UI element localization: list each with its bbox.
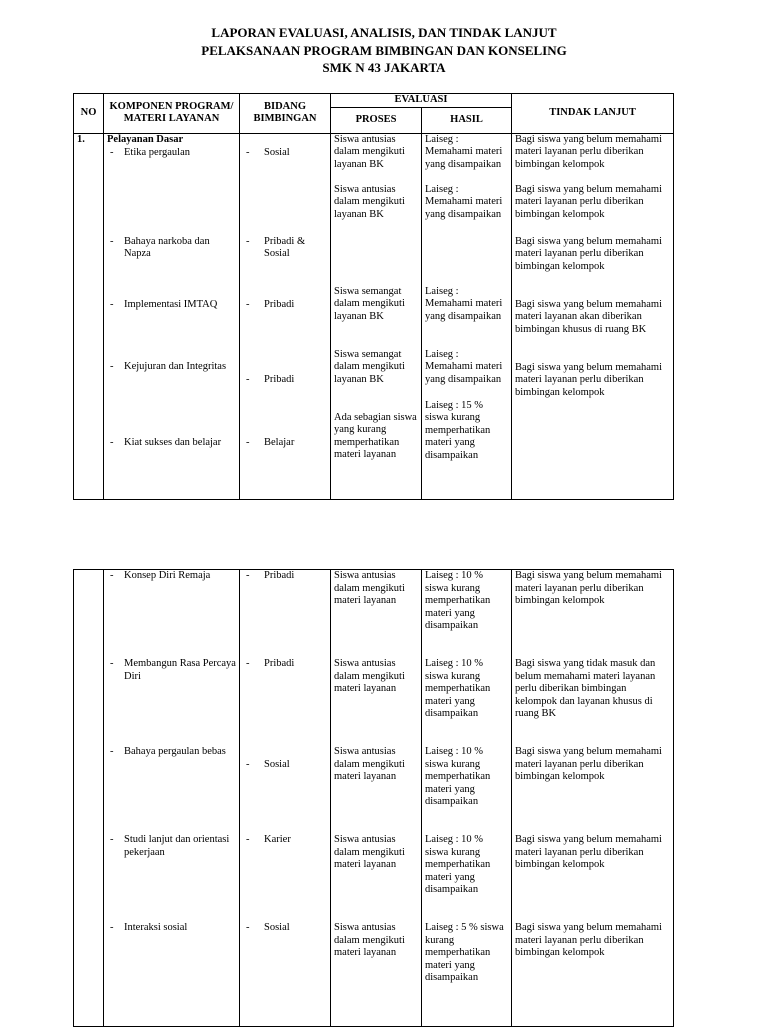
list-item: - Pribadi <box>243 374 327 387</box>
list-item: Bagi siswa yang belum memahami materi layanan perlu diberikan bimbingan kelompok <box>515 746 662 782</box>
title-line-1: LAPORAN EVALUASI, ANALISIS, DAN TINDAK LANJUT <box>211 25 557 40</box>
header-tindak-lanjut: TINDAK LANJUT <box>512 94 674 134</box>
list-item: Bagi siswa yang tidak masuk dan belum memahami materi layanan perlu diberikan bimbingan kelompok dan layanan khusus di ruang BK <box>515 658 656 719</box>
list-item: - Bahaya narkoba dan Napza <box>107 236 236 261</box>
list-item: - Studi lanjut dan orientasi pekerjaan <box>107 834 236 859</box>
tindak-lanjut-column <box>512 133 674 499</box>
list-item: Siswa semangat dalam mengikuti layanan BK <box>334 285 405 322</box>
header-komponen: KOMPONEN PROGRAM/ MATERI LAYANAN <box>104 94 240 134</box>
list-item: - Interaksi sosial <box>107 922 236 935</box>
list-item: - Pribadi <box>243 658 327 671</box>
hasil-column <box>422 570 512 1027</box>
list-item: Ada sebagian siswa yang kurang memperhatikan materi layanan <box>334 411 417 460</box>
list-item: Laiseg : Memahami materi yang disampaikan <box>425 348 503 385</box>
list-item: Siswa antusias dalam mengikuti materi layanan <box>334 570 405 606</box>
header-proses: PROSES <box>331 107 422 133</box>
list-item: Laiseg : 10 % siswa kurang memperhatikan materi yang disampaikan <box>425 834 491 895</box>
list-item: Laiseg : 15 % siswa kurang memperhatikan materi yang disampaikan <box>425 399 491 461</box>
list-item: Siswa antusias dalam mengikuti layanan BK <box>334 183 405 220</box>
list-item: Siswa semangat dalam mengikuti layanan BK <box>334 348 405 385</box>
list-item: - Karier <box>243 834 327 847</box>
hasil-column <box>422 133 512 499</box>
list-item: Bagi siswa yang belum memahami materi layanan akan diberikan bimbingan khusus di ruang BK <box>515 298 662 335</box>
row-number: 1. <box>74 133 104 499</box>
list-item: Siswa antusias dalam mengikuti materi layanan <box>334 658 405 694</box>
list-item: Siswa antusias dalam mengikuti materi layanan <box>334 922 405 958</box>
proses-column <box>331 570 422 1027</box>
list-item: - Kejujuran dan Integritas <box>107 361 236 374</box>
list-item: Laiseg : Memahami materi yang disampaikan <box>425 133 503 170</box>
header-bidang: BIDANG BIMBINGAN <box>240 94 331 134</box>
list-item: Bagi siswa yang belum memahami materi layanan perlu diberikan bimbingan kelompok <box>515 570 662 606</box>
list-item: Laiseg : 10 % siswa kurang memperhatikan materi yang disampaikan <box>425 746 491 807</box>
list-item: - Kiat sukses dan belajar <box>107 437 236 450</box>
header-evaluasi: EVALUASI <box>331 94 512 108</box>
header-no: NO <box>74 94 104 134</box>
list-item: Bagi siswa yang belum memahami materi layanan perlu diberikan bimbingan kelompok <box>515 361 662 398</box>
komponen-column <box>104 570 240 1027</box>
list-item: - Pribadi <box>243 570 327 583</box>
proses-column <box>331 133 422 499</box>
bidang-column <box>240 133 331 499</box>
list-item: Siswa antusias dalam mengikuti materi layanan <box>334 834 405 870</box>
list-item: - Pribadi & Sosial <box>243 236 327 261</box>
list-item: - Sosial <box>243 759 327 772</box>
evaluation-table-1 <box>73 93 674 500</box>
list-item: - Belajar <box>243 437 327 450</box>
list-item: - Etika pergaulan <box>107 147 236 160</box>
row-number <box>74 570 104 1027</box>
list-item: - Bahaya pergaulan bebas <box>107 746 236 759</box>
list-item: Bagi siswa yang belum memahami materi layanan perlu diberikan bimbingan kelompok <box>515 834 662 870</box>
komponen-column <box>104 133 240 499</box>
list-item: - Konsep Diri Remaja <box>107 570 236 583</box>
list-item: Laiseg : Memahami materi yang disampaikan <box>425 285 503 322</box>
list-item: Siswa antusias dalam mengikuti layanan BK <box>334 133 405 170</box>
title-line-3: SMK N 43 JAKARTA <box>322 60 446 75</box>
report-title <box>0 24 768 77</box>
list-item: - Sosial <box>243 922 327 935</box>
list-item: Siswa antusias dalam mengikuti materi layanan <box>334 746 405 782</box>
list-item: - Sosial <box>243 147 327 160</box>
header-hasil: HASIL <box>422 107 512 133</box>
list-item: Bagi siswa yang belum memahami materi layanan perlu diberikan bimbingan kelompok <box>515 922 662 958</box>
list-item: - Implementasi IMTAQ <box>107 299 236 312</box>
list-item: Bagi siswa yang belum memahami materi layanan perlu diberikan bimbingan kelompok <box>515 235 662 272</box>
bidang-column <box>240 570 331 1027</box>
list-item: Laiseg : 10 % siswa kurang memperhatikan materi yang disampaikan <box>425 570 491 631</box>
evaluation-table-2 <box>73 569 674 1027</box>
list-item: Laiseg : 10 % siswa kurang memperhatikan materi yang disampaikan <box>425 658 491 719</box>
list-item: - Membangun Rasa Percaya Diri <box>107 658 236 683</box>
section-title: Pelayanan Dasar <box>107 133 184 145</box>
list-item: Bagi siswa yang belum memahami materi layanan perlu diberikan bimbingan kelompok <box>515 183 662 220</box>
list-item: Bagi siswa yang belum memahami materi layanan perlu diberikan bimbingan kelompok <box>515 133 662 170</box>
title-line-2: PELAKSANAAN PROGRAM BIMBINGAN DAN KONSELING <box>201 42 567 58</box>
list-item: Laiseg : Memahami materi yang disampaikan <box>425 183 503 220</box>
tindak-lanjut-column <box>512 570 674 1027</box>
list-item: Laiseg : 5 % siswa kurang memperhatikan materi yang disampaikan <box>425 922 504 983</box>
list-item: - Pribadi <box>243 299 327 312</box>
